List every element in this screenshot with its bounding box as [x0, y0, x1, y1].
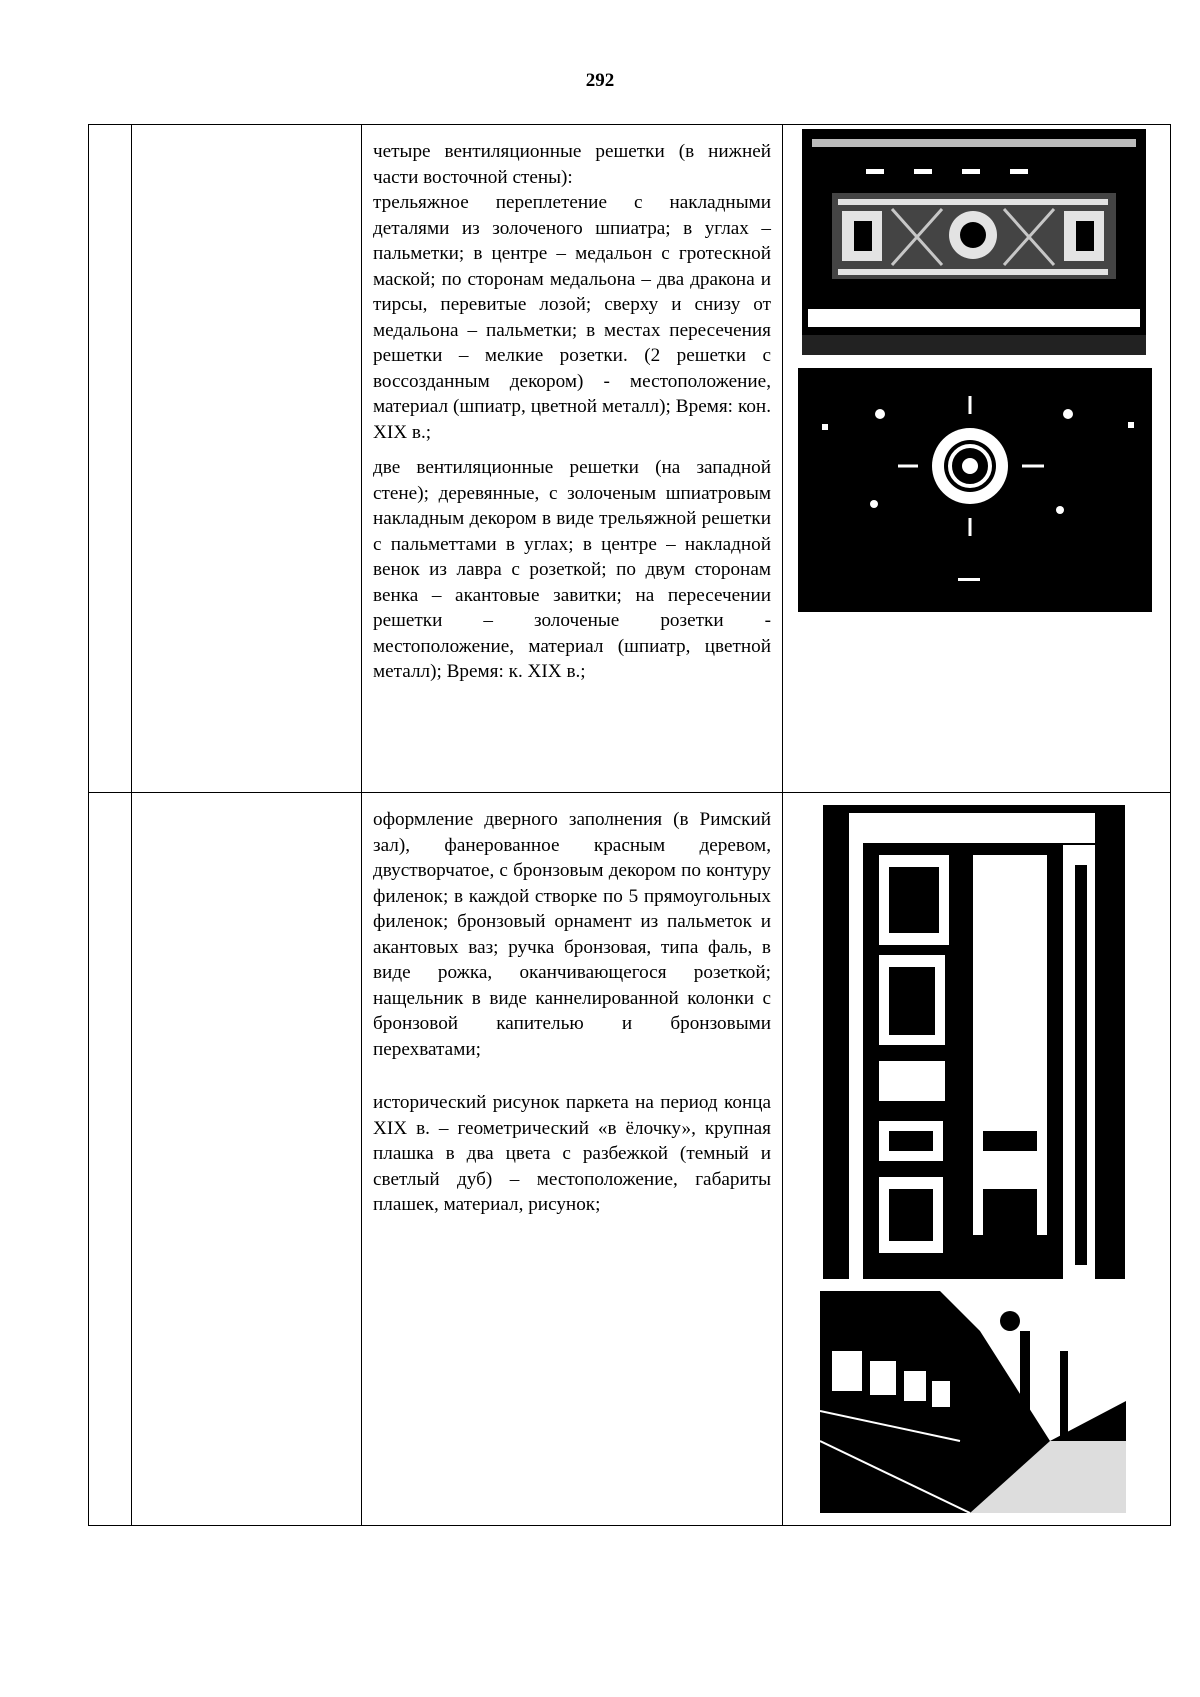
- row-name-cell: [132, 125, 362, 793]
- double-door-photo: [823, 805, 1125, 1279]
- vent-grille-east-wall-photo: [802, 129, 1146, 355]
- vent-grille-rosette-photo: [798, 368, 1152, 612]
- description-paragraph: трельяжное переплетение с накладными деталями из золоченого шпиатра; в углах – пальметки; в центре – медальон с гротескной маской; по сторонам медальона – два дракона и тирсы, перевитые лозой; сверху и снизу от медальона – пальметки; в местах пересечения решетки – мелкие розетки. (2 решетки с воссозданным декором) - местоположение, материал (шпиатр, цветной металл); Время: кон. XIX в.;: [373, 192, 771, 443]
- row-number-cell: [89, 793, 132, 1526]
- photo-cell: [783, 125, 1171, 793]
- description-paragraph: исторический рисунок паркета на период конца XIX в. – геометрический «в ёлочку», крупная плашка в два цвета с разбежкой (темный и светлый дуб) – местоположение, габариты плашек, материал, рисунок;: [373, 1092, 771, 1215]
- description-paragraph: четыре вентиляционные решетки (в нижней части восточной стены):: [373, 141, 771, 188]
- description-paragraph: две вентиляционные решетки (на западной стене); деревянные, с золоченым шпиатровым накладным декором в виде трельяжной решетки с пальметтами в углах; в центре – накладной венок из лавра с розеткой; по двум сторонам венка – акантовые завитки; на пересечении решетки – золоченые розетки - местоположение, материал (шпиатр, цветной металл); Время: к. XIX в.;: [373, 457, 771, 682]
- table-row: [89, 125, 1171, 793]
- photo-cell: [783, 793, 1171, 1526]
- monument-elements-table: [88, 124, 1171, 1526]
- row-number-cell: [89, 125, 132, 793]
- hall-interior-photo: [820, 1291, 1126, 1513]
- page-number: 292: [585, 70, 615, 91]
- description-cell: [362, 125, 783, 793]
- table-row: [89, 793, 1171, 1526]
- description-paragraph: оформление дверного заполнения (в Римский зал), фанерованное красным деревом, двустворчатое, с бронзовым декором по контуру филенок; в каждой створке по 5 прямоугольных филенок; бронзовый орнамент из пальметок и акантовых ваз; ручка бронзовая, типа фаль, в виде рожка, оканчивающегося розеткой; нащельник в виде каннелированной колонки с бронзовой капителью и бронзовыми перехватами;: [373, 809, 771, 1060]
- description-cell: [362, 793, 783, 1526]
- row-name-cell: [132, 793, 362, 1526]
